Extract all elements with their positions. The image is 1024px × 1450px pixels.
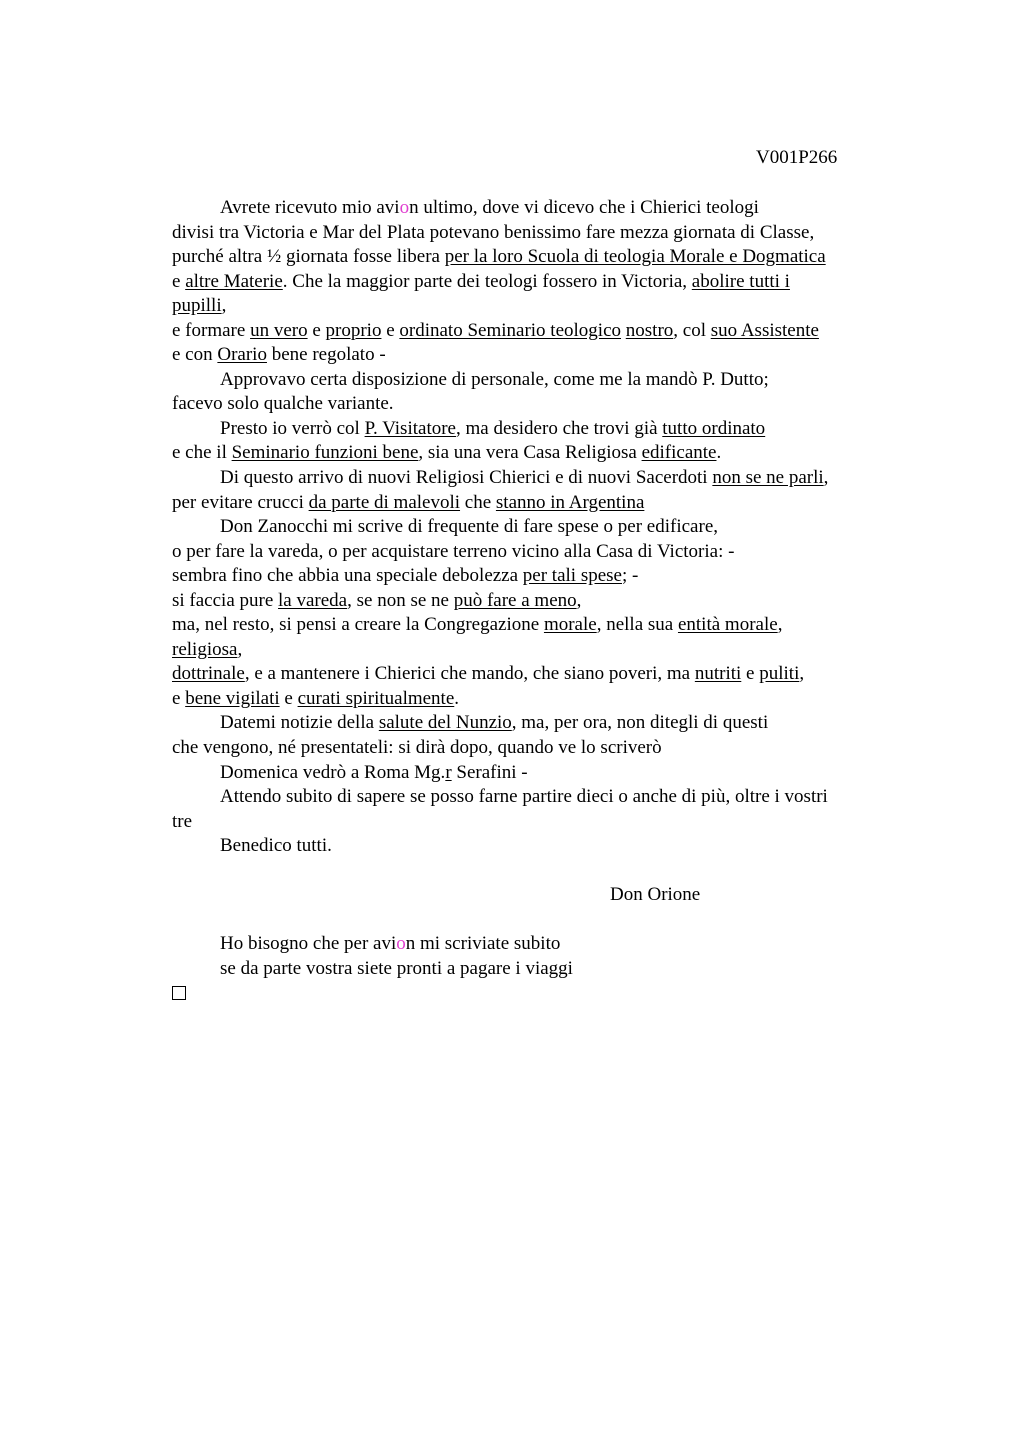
- letter-line: [172, 982, 892, 1007]
- text-run: , sia una vera Casa Religiosa: [418, 442, 642, 464]
- text-run: Approvavo certa disposizione di personale, come me la mandò P. Dutto;: [220, 368, 769, 390]
- text-run: e: [741, 663, 760, 685]
- letter-line: [172, 834, 892, 859]
- text-run: Ho bisogno che per avi: [220, 933, 397, 955]
- underlined-text: non se ne parli: [712, 467, 824, 489]
- text-run: ,: [823, 467, 829, 489]
- underlined-text: proprio: [325, 319, 382, 341]
- text-run: , e a mantenere i Chierici che mando, che siano poveri, ma: [244, 663, 695, 685]
- underlined-text: Orario: [217, 344, 267, 366]
- underlined-text: bene vigilati: [185, 687, 280, 709]
- letter-line: [172, 270, 892, 295]
- letter-line: [172, 761, 892, 786]
- highlighted-char: o: [399, 197, 410, 218]
- underlined-text: abolire tutti i: [691, 270, 790, 292]
- text-run: si faccia pure: [172, 589, 279, 611]
- text-run: e: [172, 270, 186, 292]
- text-run: Don Orione: [610, 884, 701, 906]
- letter-line: [172, 343, 892, 368]
- underlined-text: suo Assistente: [710, 319, 819, 341]
- text-run: . Che la maggior parte dei teologi fossero in Victoria,: [282, 270, 692, 292]
- underlined-text: r: [445, 761, 452, 783]
- underlined-text: tutto ordinato: [662, 417, 766, 439]
- underlined-text: Seminario funzioni bene: [231, 442, 419, 464]
- text-run: Di questo arrivo di nuovi Religiosi Chierici e di nuovi Sacerdoti: [220, 467, 713, 489]
- text-run: ; -: [621, 565, 639, 587]
- text-run: , ma desidero che trovi già: [455, 417, 663, 439]
- text-run: n mi scriviate subito: [405, 933, 561, 955]
- underlined-text: ordinato Seminario teologico: [399, 319, 622, 341]
- text-run: Domenica vedrò a Roma Mg.: [220, 761, 446, 783]
- text-run: Benedico tutti.: [220, 835, 332, 857]
- underlined-text: morale: [543, 614, 597, 636]
- text-run: divisi tra Victoria e Mar del Plata potevano benissimo fare mezza giornata di Classe,: [172, 221, 815, 243]
- letter-line: [172, 711, 892, 736]
- underlined-text: per tali spese: [522, 565, 622, 587]
- text-run: e che il: [172, 442, 232, 464]
- letter-line: [172, 957, 892, 982]
- letter-line: [172, 319, 892, 344]
- text-run: Serafini -: [451, 761, 528, 783]
- text-run: e: [381, 319, 400, 341]
- underlined-text: stanno in Argentina: [495, 491, 645, 513]
- text-run: ,: [777, 614, 783, 636]
- letter-line: [172, 196, 892, 221]
- underlined-text: entità morale: [677, 614, 778, 636]
- text-run: ,: [576, 589, 582, 611]
- letter-line: [172, 515, 892, 540]
- underlined-text: edificante: [641, 442, 717, 464]
- text-run: Don Zanocchi mi scrive di frequente di fare spese o per edificare,: [220, 516, 718, 538]
- underlined-text: nostro: [625, 319, 674, 341]
- text-run: e: [279, 687, 298, 709]
- letter-line: [172, 417, 892, 442]
- text-run: .: [716, 442, 722, 464]
- page-code: V001P266: [756, 147, 838, 168]
- letter-line: [172, 540, 892, 565]
- text-run: tre: [172, 810, 193, 832]
- letter-line: [172, 245, 892, 270]
- underlined-text: dottrinale: [172, 663, 245, 685]
- underlined-text: da parte di malevoli: [308, 491, 461, 513]
- text-run: e formare: [172, 319, 251, 341]
- letter-line: [172, 294, 892, 319]
- text-run: e: [172, 687, 186, 709]
- text-run: e: [307, 319, 326, 341]
- text-run: o per fare la vareda, o per acquistare terreno vicino alla Casa di Victoria: -: [172, 540, 735, 562]
- letter-body: [172, 196, 892, 1006]
- text-run: n ultimo, dove vi dicevo che i Chierici teologi: [409, 197, 759, 218]
- letter-line: [172, 908, 892, 933]
- text-run: ,: [799, 663, 805, 685]
- letter-line: [172, 564, 892, 589]
- text-run: ,: [237, 638, 243, 660]
- underlined-text: un vero: [250, 319, 308, 341]
- text-run: che vengono, né presentateli: si dirà dopo, quando ve lo scriverò: [172, 737, 662, 759]
- underlined-text: curati spiritualmente: [297, 687, 455, 709]
- text-run: Attendo subito di sapere se posso farne partire dieci o anche di più, oltre i vostri: [220, 786, 828, 808]
- letter-line: [172, 589, 892, 614]
- text-run: Datemi notizie della: [220, 712, 379, 734]
- underlined-text: pupilli: [172, 295, 222, 317]
- letter-line: [172, 491, 892, 516]
- text-run: ma, nel resto, si pensi a creare la Congregazione: [172, 614, 544, 636]
- letter-line: [172, 441, 892, 466]
- text-run: .: [454, 687, 460, 709]
- text-run: ,: [221, 295, 227, 317]
- letter-line: [172, 221, 892, 246]
- text-run: , col: [673, 319, 711, 341]
- text-run: , nella sua: [596, 614, 678, 636]
- underlined-text: P. Visitatore: [364, 417, 456, 439]
- text-run: per evitare crucci: [172, 491, 309, 513]
- letter-line: [172, 368, 892, 393]
- underlined-text: puliti: [759, 663, 800, 685]
- text-run: purché altra ½ giornata fosse libera: [172, 246, 445, 268]
- letter-line: [172, 687, 892, 712]
- text-run: che: [460, 491, 496, 513]
- text-run: sembra fino che abbia una speciale debolezza: [172, 565, 523, 587]
- text-run: Avrete ricevuto mio avi: [220, 197, 400, 218]
- underlined-text: salute del Nunzio: [378, 712, 512, 734]
- underlined-text: religiosa: [172, 638, 238, 660]
- letter-line: [172, 859, 892, 884]
- letter-line: [172, 932, 892, 957]
- letter-line: [172, 662, 892, 687]
- text-run: se da parte vostra siete pronti a pagare i viaggi: [220, 957, 573, 979]
- underlined-text: la vareda: [278, 589, 348, 611]
- letter-line: [172, 810, 892, 835]
- letter-line: [172, 466, 892, 491]
- text-run: e con: [172, 344, 218, 366]
- text-run: facevo solo qualche variante.: [172, 393, 394, 415]
- underlined-text: altre Materie: [185, 270, 283, 292]
- text-run: bene regolato -: [266, 344, 386, 366]
- text-run: Presto io verrò col: [220, 417, 365, 439]
- letter-line: [172, 392, 892, 417]
- underlined-text: può fare a meno: [453, 589, 577, 611]
- text-run: , se non se ne: [347, 589, 454, 611]
- letter-line: [172, 883, 892, 908]
- letter-line: [172, 638, 892, 663]
- underlined-text: nutriti: [694, 663, 742, 685]
- letter-line: [172, 736, 892, 761]
- text-run: , ma, per ora, non ditegli di questi: [511, 712, 769, 734]
- letter-line: [172, 785, 892, 810]
- letter-line: [172, 613, 892, 638]
- checkbox-icon: [172, 986, 186, 1000]
- underlined-text: per la loro Scuola di teologia Morale e Dogmatica: [444, 246, 826, 268]
- highlighted-char: o: [396, 933, 406, 955]
